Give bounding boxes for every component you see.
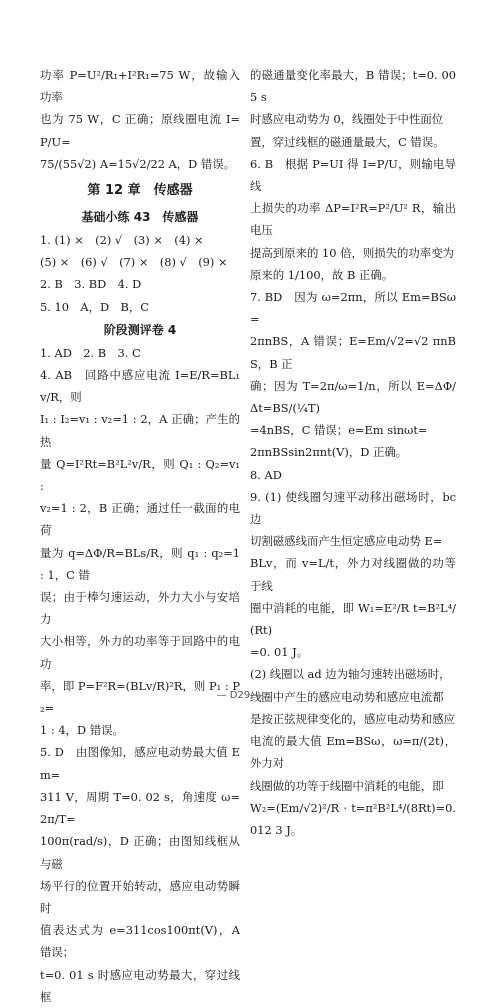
text-line: (2) 线圈以 ad 边为轴匀速转出磁场时， [250, 667, 451, 682]
text-line: 的磁通量变化率最大，B 错误；t=0. 005 s [250, 68, 456, 105]
text-line: 100π(rad/s)，D 正确；由图知线框从与磁 [40, 834, 240, 871]
text-line: 311 V，周期 T=0. 02 s，角速度 ω=2π/T= [40, 789, 240, 827]
text-line: 2πnBSsin2πnt(V)，D 正确。 [250, 445, 408, 460]
text-line: 量 Q=I²Rt=B²L²v/R，则 Q₁ : Q₂=v₁ : [40, 456, 240, 494]
text-line: 率，即 P=F²R=(BLv/R)²R，则 P₁ : P₂= [40, 678, 240, 716]
section-title: 基础小练 43 传感器 [81, 210, 199, 225]
answer-line: 1. (1) × (2) √ (3) × (4) × [40, 233, 204, 248]
text-line: 7. BD 因为 ω=2πn，所以 Em=BSω= [250, 290, 456, 327]
text-line: 置，穿过线框的磁通量最大，C 错误。 [250, 134, 445, 149]
text-line: 切割磁感线而产生恒定感应电动势 E= [250, 534, 443, 549]
page-number: — D29 — [216, 690, 264, 701]
right-column [250, 64, 456, 841]
text-line: t=0. 01 s 时感应电动势最大，穿过线框 [40, 967, 240, 1004]
text-line: v₂=1 : 2，B 正确；通过任一截面的电荷 [40, 501, 240, 538]
text-line: 功率 P=U²/R₁+I²R₁=75 W，故输入功率 [40, 68, 240, 105]
text-line: =4nBS，C 错误；e=Em sinωt= [250, 423, 428, 438]
text-line: 8. AD [250, 467, 282, 482]
text-line: 提高到原来的 10 倍，则损失的功率变为 [250, 245, 454, 260]
text-line: 场平行的位置开始转动，感应电动势瞬时 [40, 878, 240, 915]
text-line: 大小相等，外力的功率等于回路中的电功 [40, 634, 240, 671]
text-line: 上损失的功率 ΔP=I²R=P²/U² R，输出电压 [250, 201, 456, 238]
text-line: =0. 01 J。 [250, 645, 309, 660]
text-line: 6. B 根据 P=UI 得 I=P/U，则输电导线 [250, 156, 456, 194]
text-line: 75/(55√2) A=15√2/22 A，D 错误。 [40, 156, 236, 171]
text-line: W₂=(Em/√2)²/R · t=π²B²L⁴/(8Rt)=0. 012 3 J。 [250, 800, 456, 837]
left-column [40, 64, 240, 1008]
text-line: 9. (1) 使线圈匀速平动移出磁场时，bc 边 [250, 489, 456, 527]
text-line: BLv，而 v=L/t，外力对线圈做的功等于线 [250, 556, 456, 593]
text-line: 确；因为 T=2π/ω=1/n，所以 E=ΔΦ/Δt=BS/(¼T) [250, 378, 456, 416]
answer-line: 5. 10 A，D B，C [40, 299, 149, 314]
text-line: I₁ : I₂=v₁ : v₂=1 : 2，A 正确；产生的热 [40, 412, 240, 449]
text-line: 值表达式为 e=311cos100πt(V)，A 错误； [40, 923, 240, 960]
text-line: 1 : 4，D 错误。 [40, 723, 124, 738]
text-line: 原来的 1/100，故 B 正确。 [250, 267, 394, 282]
answer-line: (5) × (6) √ (7) × (8) √ (9) × [40, 255, 228, 270]
text-line: 时感应电动势为 0，线圈处于中性面位 [250, 112, 444, 127]
chapter-title: 第 12 章 传感器 [87, 183, 193, 199]
text-line: 是按正弦规律变化的，感应电动势和感应 [250, 711, 456, 726]
text-line: 电流的最大值 Em=BSω，ω=π/(2t)，外力对 [250, 734, 456, 771]
answer-line: 1. AD 2. B 3. C [40, 345, 141, 360]
text-line: 圈中消耗的电能，即 W₁=E²/R t=B²L⁴/(Rt) [250, 600, 456, 638]
text-line: 5. D 由图像知，感应电动势最大值 Em= [40, 745, 240, 782]
text-line: 误；由于棒匀速运动，外力大小与安培力 [40, 590, 240, 627]
text-line: 线圈做的功等于线圈中消耗的电能，即 [250, 778, 444, 793]
text-line: 2πnBS，A 错误；E=Em/√2=√2 πnBS，B 正 [250, 334, 456, 371]
text-line: 4. AB 回路中感应电流 I=E/R=BL₁v/R，则 [40, 368, 240, 405]
text-line: 量为 q=ΔΦ/R=BLs/R，则 q₁ : q₂=1 : 1，C 错 [40, 545, 240, 582]
section-title: 阶段测评卷 4 [103, 322, 177, 337]
text-line: 线圈中产生的感应电动势和感应电流都 [250, 689, 444, 704]
answer-line: 2. B 3. BD 4. D [40, 277, 142, 292]
text-line: 也为 75 W，C 正确；原线圈电流 I=P/U= [40, 112, 240, 149]
